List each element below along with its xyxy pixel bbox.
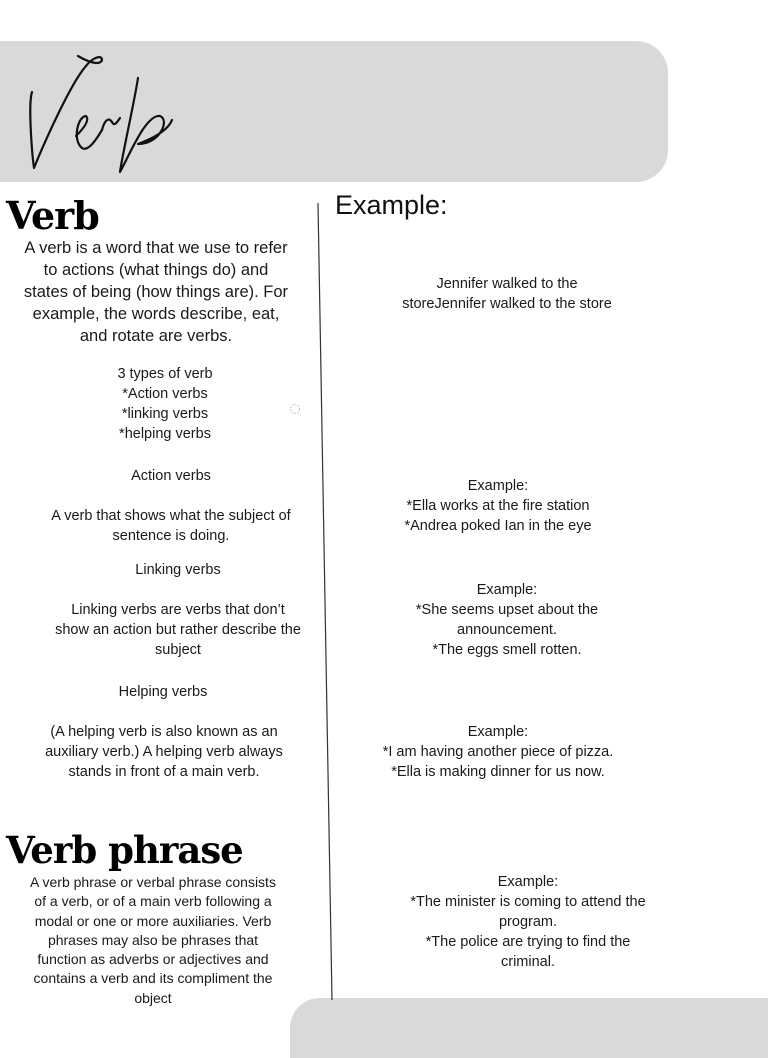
verb-phrase-heading: Verb phrase (6, 828, 243, 872)
example-line: *I am having another piece of pizza. (382, 744, 614, 760)
example-label: Example: (476, 582, 538, 598)
verb-definition (6, 237, 306, 347)
example-block-verb (357, 274, 657, 314)
description-line: A verb that shows what the subject of (51, 508, 291, 524)
linking-verbs-title: Linking verbs (135, 562, 221, 578)
example-label: Example: (467, 478, 529, 494)
description-line: sentence is doing. (112, 528, 230, 544)
loading-spinner-icon (289, 403, 301, 415)
verb-definition-line: example, the words describe, eat, (32, 305, 280, 323)
verb-phrase-description (3, 873, 303, 1008)
verb-heading: Verb (6, 193, 99, 238)
description-line: Linking verbs are verbs that don’t (71, 602, 285, 618)
example-line: *Ella is making dinner for us now. (391, 764, 605, 780)
example-line: announcement. (457, 622, 557, 638)
example-line: storeJennifer walked to the store (402, 296, 612, 312)
description-line: phrases may also be phrases that (47, 931, 259, 948)
description-line: show an action but rather describe the (55, 622, 301, 638)
example-block-action (348, 476, 648, 536)
example-label: Example: (467, 724, 529, 740)
footer-banner (290, 998, 768, 1058)
example-line: *She seems upset about the (415, 602, 599, 618)
description-line: function as adverbs or adjectives and (37, 951, 269, 968)
description-line: object (134, 989, 172, 1006)
verb-type-item: *Action verbs (122, 386, 208, 402)
example-block-helping (348, 722, 648, 782)
verb-type-item: *helping verbs (119, 426, 211, 442)
helping-verbs-description (4, 722, 324, 782)
description-line: stands in front of a main verb. (68, 764, 260, 780)
action-verbs-title: Action verbs (131, 468, 211, 484)
example-label: Example: (497, 874, 559, 890)
example-block-verb-phrase (378, 872, 678, 972)
linking-verbs-description (18, 600, 338, 660)
helping-verbs-title: Helping verbs (118, 684, 208, 700)
example-line: *The police are trying to find the (425, 934, 631, 950)
description-line: modal or one or more auxiliaries. Verb (34, 912, 272, 929)
example-block-linking (357, 580, 657, 660)
description-line: contains a verb and its compliment the (33, 970, 273, 987)
verb-types-title: 3 types of verb (117, 366, 213, 382)
example-line: criminal. (501, 954, 555, 970)
script-title-logo (20, 44, 190, 179)
example-line: *Ella works at the fire station (406, 498, 590, 514)
verb-type-item: *linking verbs (121, 406, 209, 422)
example-line: *Andrea poked Ian in the eye (404, 518, 592, 534)
example-line: *The eggs smell rotten. (432, 642, 582, 658)
example-line: program. (498, 914, 558, 930)
verb-types-list (65, 364, 265, 444)
description-line: subject (155, 642, 201, 658)
description-line: auxiliary verb.) A helping verb always (45, 744, 283, 760)
example-line: *The minister is coming to attend the (410, 894, 646, 910)
description-line: (A helping verb is also known as an (50, 724, 278, 740)
verb-definition-line: and rotate are verbs. (79, 327, 233, 345)
verb-definition-line: states of being (how things are). For (23, 283, 289, 301)
verb-definition-line: A verb is a word that we use to refer (24, 239, 288, 257)
description-line: of a verb, or of a main verb following a (34, 893, 272, 910)
example-line: Jennifer walked to the (436, 276, 578, 292)
example-heading: Example: (335, 190, 448, 220)
verb-definition-line: to actions (what things do) and (43, 261, 269, 279)
description-line: A verb phrase or verbal phrase consists (30, 874, 276, 890)
action-verbs-description (11, 506, 331, 546)
